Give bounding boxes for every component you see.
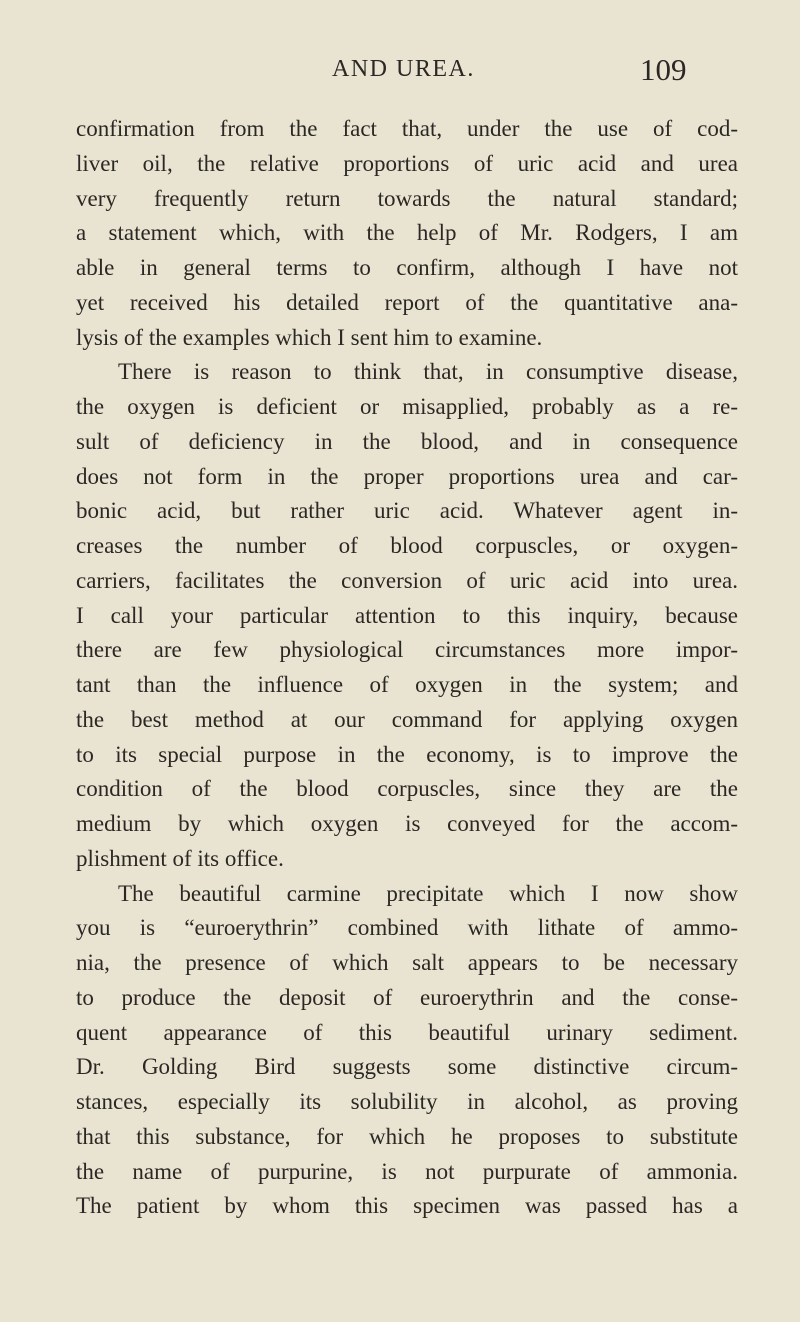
text-line: nia, the presence of which salt appears to be necessary: [76, 950, 738, 975]
text-line: very frequently return towards the natural standard;: [76, 185, 738, 211]
text-line: there are few physiological circumstances more impor-: [76, 637, 738, 663]
text-line: the oxygen is deficient or misapplied, probably as a re-: [76, 394, 738, 419]
text-line: quent appearance of this beautiful urinary sediment.: [76, 1019, 738, 1045]
text-line: The patient by whom this specimen was passed has a: [76, 1193, 738, 1219]
text-line: to produce the deposit of euroerythrin and the conse-: [76, 984, 738, 1010]
text-line: medium by which oxygen is conveyed for the accom-: [76, 811, 738, 836]
running-head: [0, 52, 800, 92]
body-text: [76, 112, 738, 1224]
text-line: confirmation from the fact that, under the use of cod-: [76, 116, 738, 141]
text-line: The beautiful carmine precipitate which I now show: [118, 880, 738, 906]
text-line: lysis of the examples which I sent him to examine.: [76, 324, 543, 350]
text-line: I call your particular attention to this inquiry, because: [76, 602, 738, 628]
text-line: There is reason to think that, in consumptive disease,: [118, 359, 738, 385]
text-line: yet received his detailed report of the quantitative ana-: [76, 289, 738, 315]
page-number: 109: [640, 52, 687, 87]
text-line: tant than the influence of oxygen in the system; and: [76, 672, 738, 697]
text-line: sult of deficiency in the blood, and in consequence: [76, 428, 738, 454]
text-line: to its special purpose in the economy, is to improve the: [76, 741, 738, 767]
text-line: Dr. Golding Bird suggests some distinctive circum-: [76, 1054, 738, 1080]
text-line: carriers, facilitates the conversion of uric acid into urea.: [76, 567, 738, 593]
text-line: you is “euroerythrin” combined with lithate of ammo-: [76, 915, 738, 941]
text-line: that this substance, for which he proposes to substitute: [76, 1123, 738, 1149]
text-line: condition of the blood corpuscles, since they are the: [76, 776, 738, 802]
text-line: creases the number of blood corpuscles, or oxygen-: [76, 533, 738, 558]
running-title: AND UREA.: [332, 56, 475, 82]
text-line: able in general terms to confirm, although I have not: [76, 255, 738, 280]
text-line: stances, especially its solubility in alcohol, as proving: [76, 1089, 738, 1114]
text-line: the name of purpurine, is not purpurate of ammonia.: [76, 1158, 738, 1184]
text-line: does not form in the proper proportions urea and car-: [76, 463, 738, 489]
text-line: a statement which, with the help of Mr. Rodgers, I am: [76, 220, 738, 246]
text-line: the best method at our command for applying oxygen: [76, 706, 738, 732]
text-line: liver oil, the relative proportions of uric acid and urea: [76, 150, 738, 176]
text-line: bonic acid, but rather uric acid. Whatever agent in-: [76, 498, 738, 524]
text-line: plishment of its office.: [76, 845, 284, 871]
